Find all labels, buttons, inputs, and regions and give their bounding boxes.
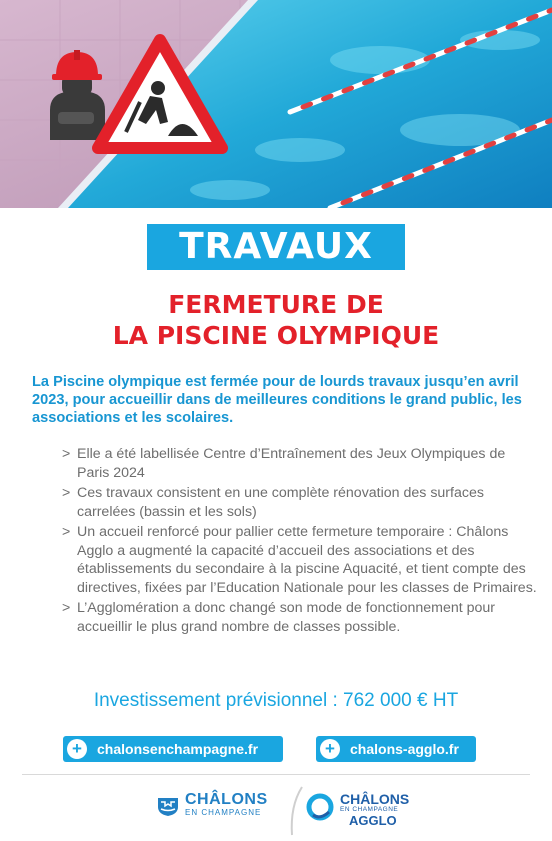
chalons-en-champagne-logo	[157, 791, 269, 821]
details-list	[62, 445, 537, 638]
logo-name: CHÂLONS	[340, 791, 410, 807]
closure-heading-line-1: FERMETURE DE	[168, 290, 384, 319]
logo-name: CHÂLONS	[185, 791, 268, 808]
city-crest-icon	[157, 795, 179, 817]
list-item	[62, 599, 537, 636]
list-marker: >	[62, 600, 71, 616]
page-title: TRAVAUX	[147, 224, 405, 270]
closure-heading	[0, 289, 552, 351]
logo-agglo-word: AGGLO	[349, 813, 397, 828]
pool-illustration	[0, 0, 552, 208]
list-item	[62, 445, 537, 482]
link-label: chalonsenchampagne.fr	[97, 741, 259, 757]
plus-circle-icon: +	[67, 739, 87, 759]
list-item-text: Ces travaux consistent en une complète rénovation des surfaces carrelées (bassin et les sols)	[77, 485, 484, 520]
list-marker: >	[62, 524, 71, 540]
list-item	[62, 523, 537, 597]
list-item	[62, 484, 537, 521]
logo-subtitle: EN CHAMPAGNE	[185, 808, 262, 817]
agglo-ring-icon	[305, 792, 335, 822]
link-chalonsenchampagne[interactable]	[63, 736, 283, 762]
link-label: chalons-agglo.fr	[350, 741, 459, 757]
investment-amount: Investissement prévisionnel : 762 000 € HT	[93, 690, 459, 711]
list-item-text: Elle a été labellisée Centre d’Entraînement des Jeux Olympiques de Paris 2024	[77, 446, 506, 481]
list-marker: >	[62, 485, 71, 501]
plus-circle-icon: +	[320, 739, 340, 759]
hero-image	[0, 0, 552, 208]
footer-divider	[22, 774, 530, 775]
intro-paragraph: La Piscine olympique est fermée pour de lourds travaux jusqu’en avril 2023, pour accueillir dans de meilleures conditions le grand public, les associations et les scolaires.	[32, 374, 522, 426]
logo-subtitle: EN CHAMPAGNE	[340, 806, 399, 813]
chalons-agglo-logo	[305, 790, 410, 830]
link-chalons-agglo[interactable]	[316, 736, 476, 762]
list-item-text: Un accueil renforcé pour pallier cette fermeture temporaire : Châlons Agglo a augmenté la capacité d’accueil des associations et des établissements du secondaire à la piscine Aquacité, et tient compte des directives, fixées par l’Education Nationale pour les classes de Primaires.	[77, 524, 537, 596]
list-item-text: L’Agglomération a donc changé son mode de fonctionnement pour accueillir le plus grand nombre de classes possible.	[77, 600, 496, 635]
closure-heading-line-2: LA PISCINE OLYMPIQUE	[112, 321, 440, 350]
logo-separator-icon	[288, 786, 304, 836]
list-marker: >	[62, 446, 71, 462]
